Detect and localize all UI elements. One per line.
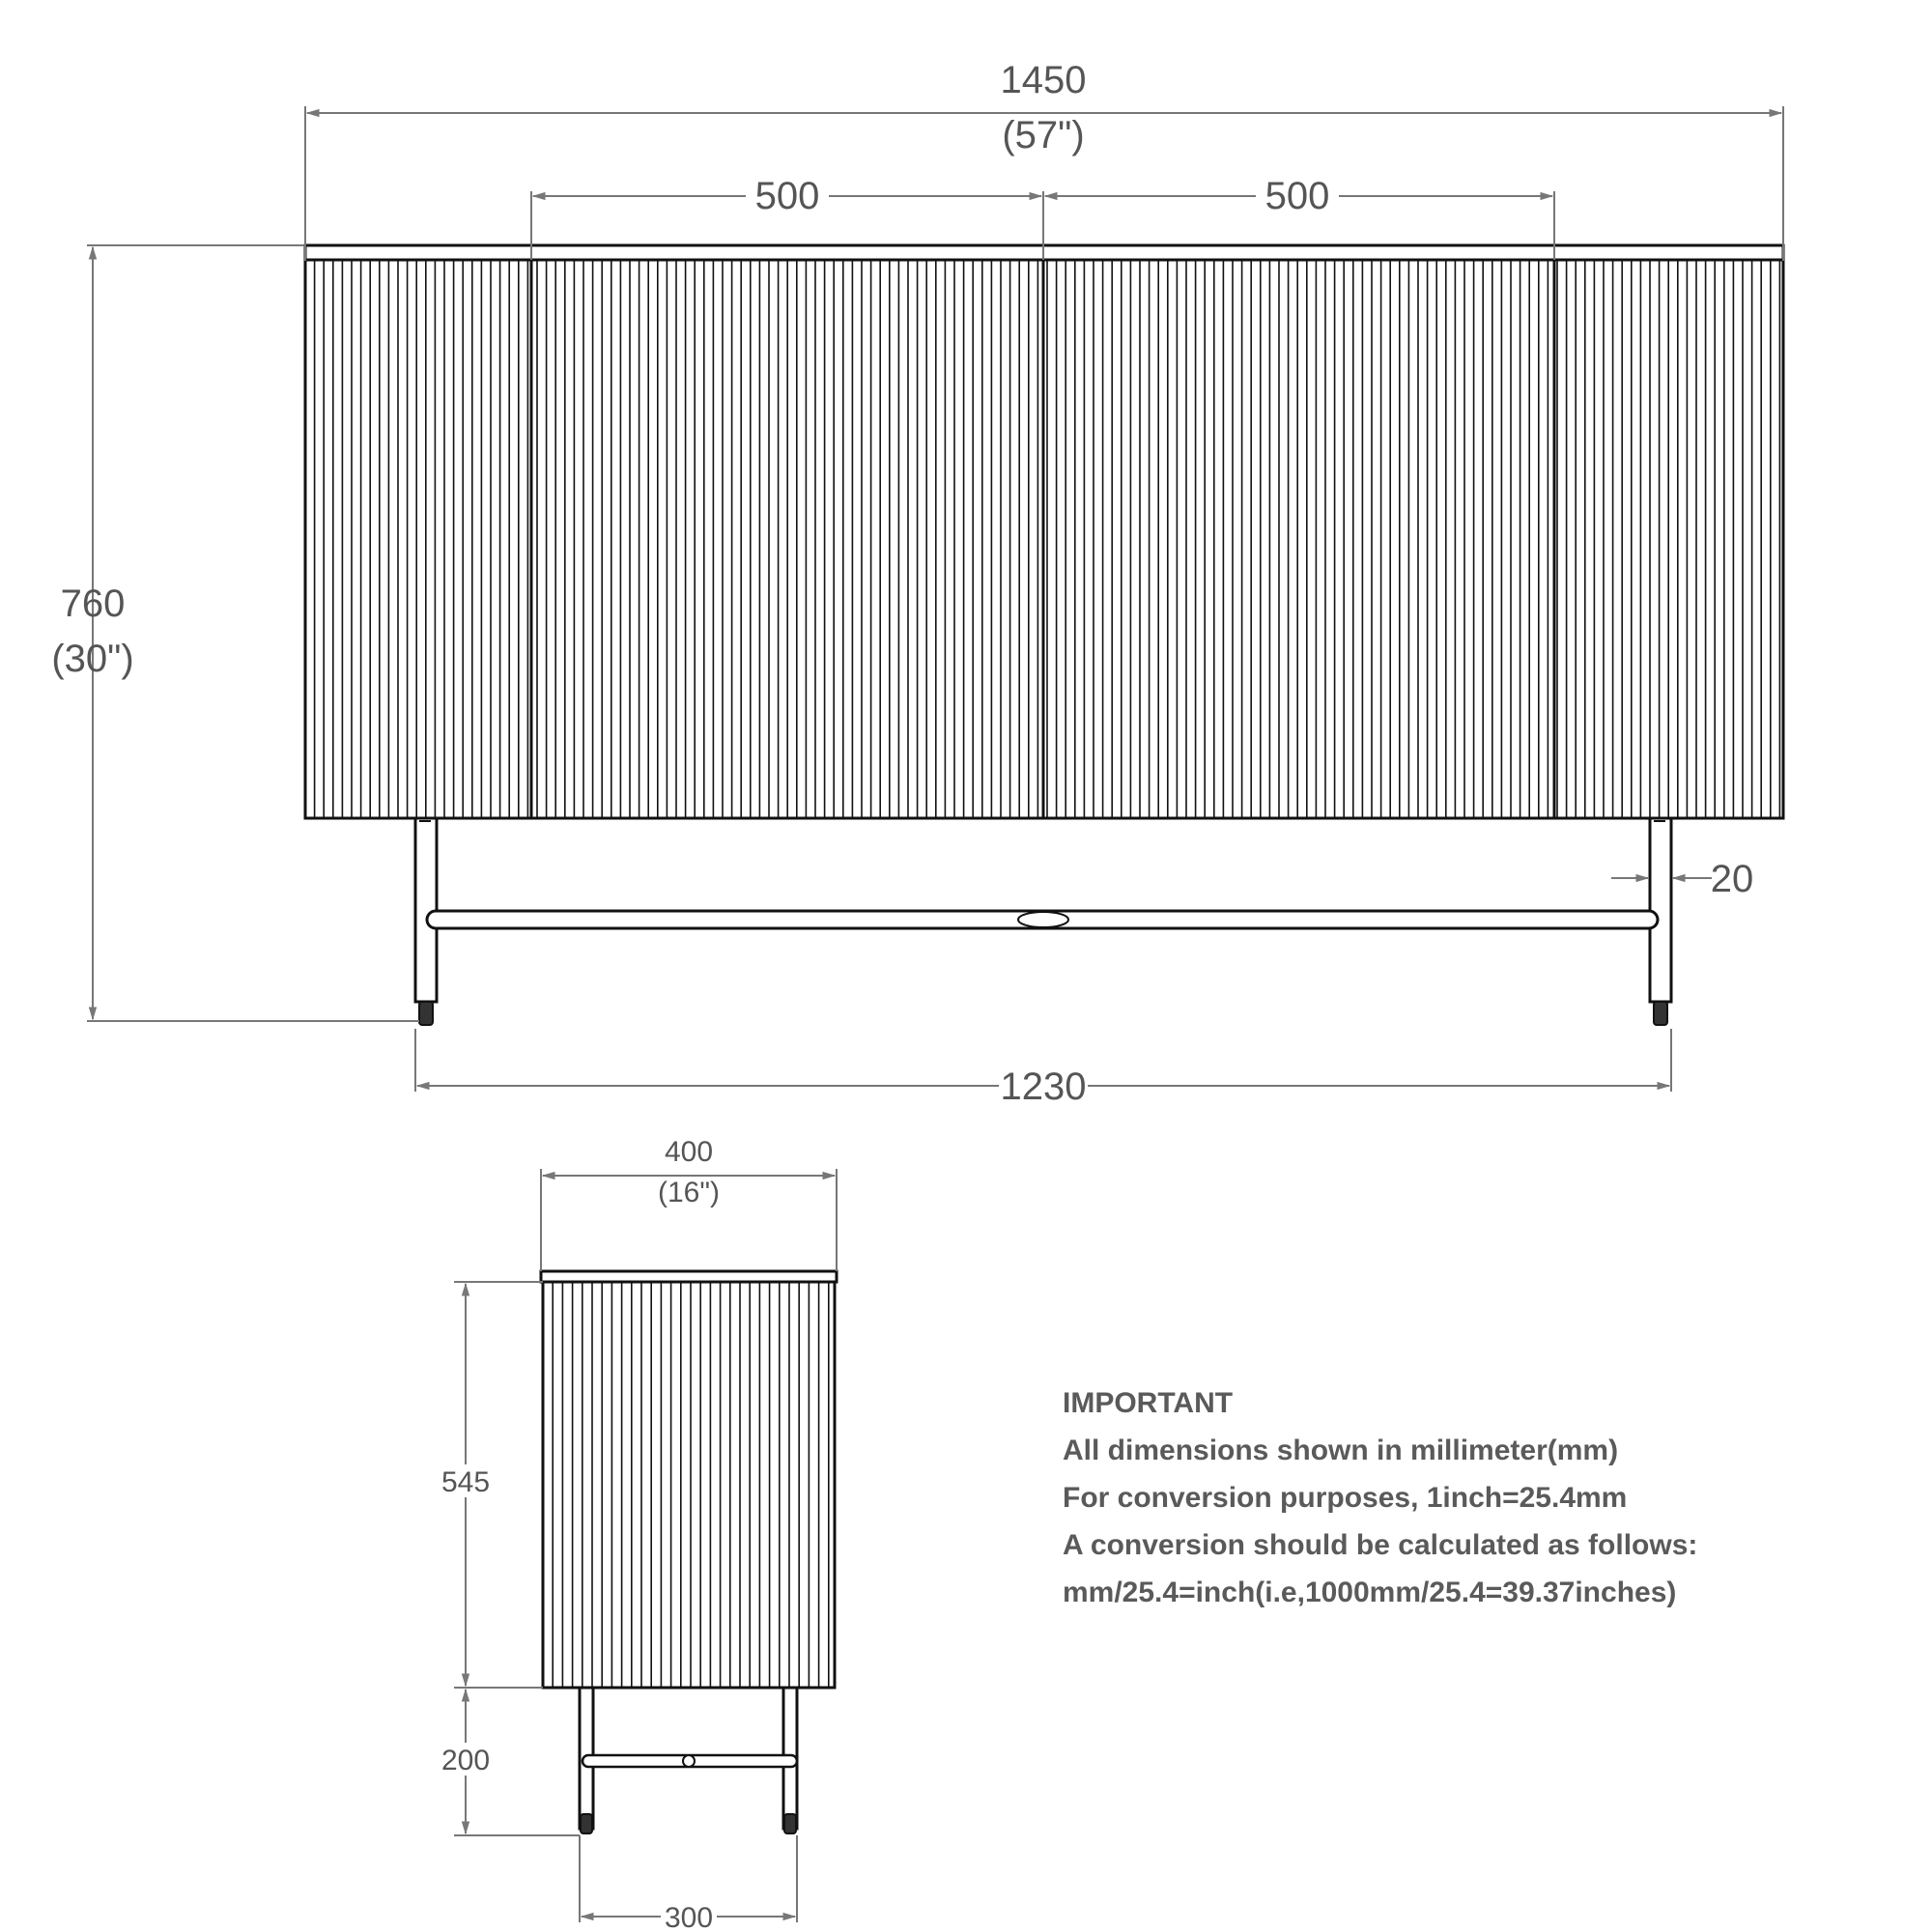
- note-line-1: All dimensions shown in millimeter(mm): [1063, 1435, 1619, 1466]
- side-top-panel: [541, 1271, 837, 1282]
- stretcher-connector: [1018, 912, 1068, 927]
- important-note: [1063, 1379, 1835, 1616]
- leg-height-label: 200: [440, 1745, 491, 1776]
- height-label: 760: [60, 582, 126, 625]
- body-height-label: 545: [440, 1466, 491, 1498]
- note-line-4: mm/25.4=inch(i.e,1000mm/25.4=39.37inches): [1063, 1577, 1677, 1608]
- depth-inch-label: (16"): [658, 1177, 720, 1208]
- leg-width-label: 20: [1710, 858, 1754, 900]
- side-view: [541, 1271, 837, 1833]
- overall-width-label: 1450: [1000, 59, 1087, 101]
- side-stretcher-connector: [683, 1755, 695, 1767]
- leg-span-label: 1230: [1000, 1065, 1087, 1108]
- note-line-2: For conversion purposes, 1inch=25.4mm: [1063, 1482, 1628, 1514]
- side-leg-span-label: 300: [664, 1902, 714, 1932]
- overall-width-inch-label: (57"): [1002, 114, 1085, 156]
- side-cabinet-body: [543, 1282, 835, 1688]
- front-view: [305, 245, 1783, 1025]
- note-heading: IMPORTANT: [1063, 1387, 1234, 1419]
- height-inch-label: (30"): [51, 638, 134, 680]
- door-width-right-label: 500: [1264, 175, 1330, 217]
- door-width-left-label: 500: [754, 175, 820, 217]
- depth-label: 400: [664, 1136, 714, 1168]
- note-line-3: A conversion should be calculated as follows:: [1063, 1529, 1698, 1561]
